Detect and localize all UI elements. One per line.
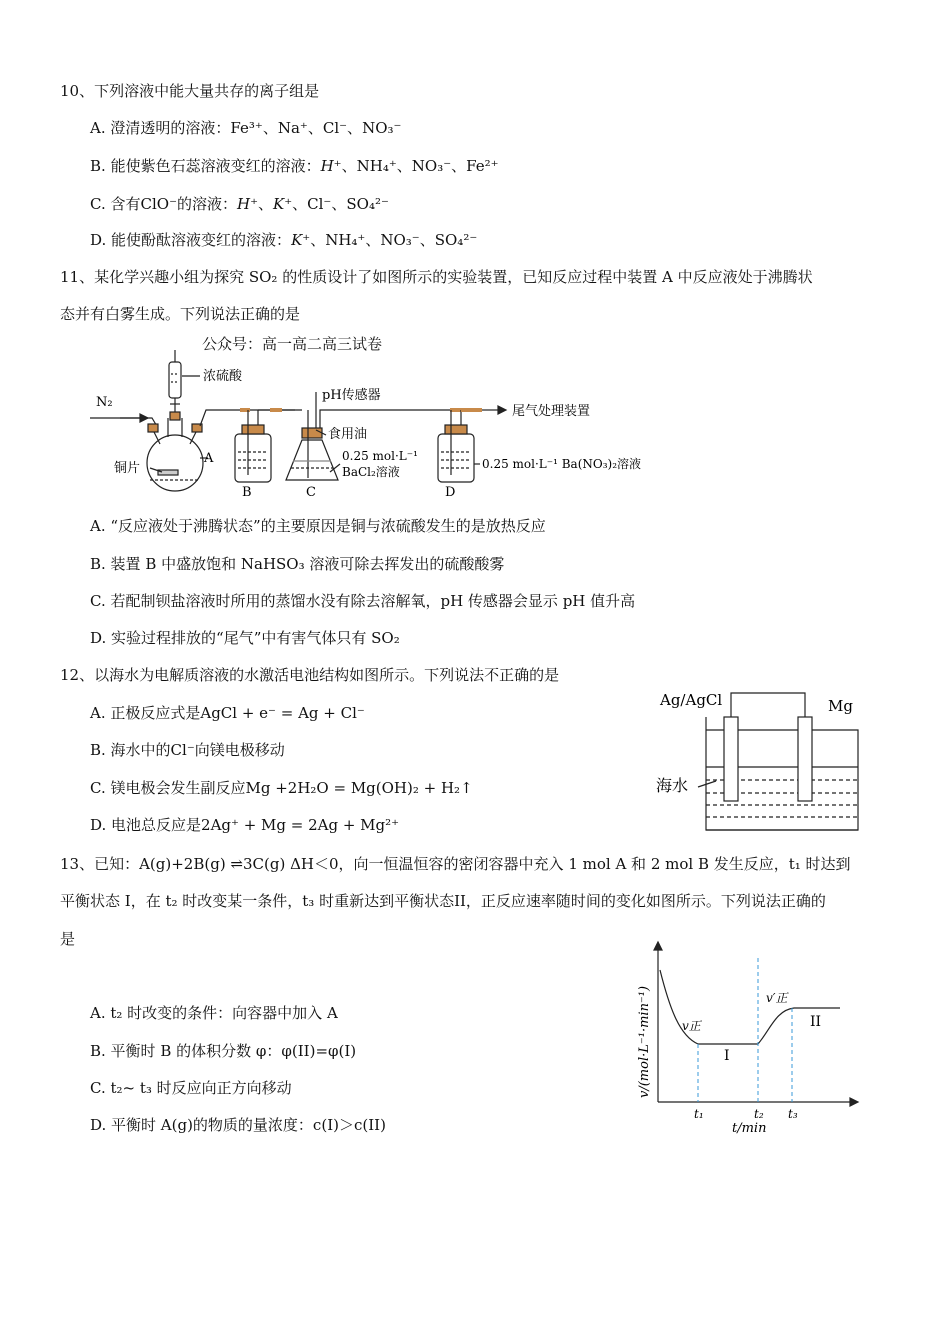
ph-sensor-label: pH传感器 xyxy=(322,388,381,403)
x-axis-label: t/min xyxy=(732,1121,767,1136)
q11-stem-line1: 11、某化学兴趣小组为探究 SO₂ 的性质设计了如图所示的实验装置，已知反应过程中装置 A 中反应液处于沸腾状 xyxy=(60,268,813,286)
q10-option-d: D. 能使酚酞溶液变红的溶液：K⁺、NH₄⁺、NO₃⁻、SO₄²⁻ xyxy=(90,231,478,249)
v-forward-label: v正 xyxy=(682,1019,701,1033)
q13-option-a: A. t₂ 时改变的条件：向容器中加入 A xyxy=(90,1004,338,1022)
tail-gas-label: 尾气处理装置 xyxy=(512,404,591,419)
seawater-label: 海水 xyxy=(656,776,689,795)
mg-label: Mg xyxy=(828,697,853,715)
oil-label: 食用油 xyxy=(328,427,368,442)
bacl2-label: BaCl₂溶液 xyxy=(342,465,400,479)
q11-option-c: C. 若配制钡盐溶液时所用的蒸馏水没有除去溶解氧，pH 传感器会显示 pH 值升高 xyxy=(90,592,636,610)
v-forward-prime-label: v′正 xyxy=(766,991,788,1005)
y-axis-label: v/(mol·L⁻¹·min⁻¹) xyxy=(637,985,652,1098)
q12-option-d: D. 电池总反应是2Ag⁺ + Mg = 2Ag + Mg²⁺ xyxy=(90,816,400,834)
watermark-text: 公众号：高一高二高三试卷 xyxy=(202,335,383,353)
q12-stem: 12、以海水为电解质溶液的水激活电池结构如图所示。下列说法不正确的是 xyxy=(60,666,560,684)
flask-c-label: C xyxy=(306,485,316,500)
q11-option-b: B. 装置 B 中盛放饱和 NaHSO₃ 溶液可除去挥发出的硫酸酸雾 xyxy=(90,555,505,573)
q11-stem-line2: 态并有白雾生成。下列说法正确的是 xyxy=(60,305,301,323)
q13-option-b: B. 平衡时 B 的体积分数 φ：φ(II)=φ(I) xyxy=(90,1042,357,1060)
q10-option-b: B. 能使紫色石蕊溶液变红的溶液：H⁺、NH₄⁺、NO₃⁻、Fe²⁺ xyxy=(90,157,499,175)
q13-option-c: C. t₂~ t₃ 时反应向正方向移动 xyxy=(90,1079,292,1097)
q13-option-d: D. 平衡时 A(g)的物质的量浓度：c(I)＞c(II) xyxy=(90,1116,386,1134)
state-2-label: II xyxy=(810,1014,822,1030)
t3-label: t₃ xyxy=(788,1107,798,1121)
q12-option-c: C. 镁电极会发生副反应Mg +2H₂O = Mg(OH)₂ + H₂↑ xyxy=(90,779,473,797)
bottle-b-label: B xyxy=(242,485,252,500)
acid-label: 浓硫酸 xyxy=(203,369,243,384)
copper-label: 铜片 xyxy=(114,461,141,476)
t2-label: t₂ xyxy=(754,1107,764,1121)
q11-apparatus-figure xyxy=(90,340,670,505)
q11-option-a: A. “反应液处于沸腾状态”的主要原因是铜与浓硫酸发生的是放热反应 xyxy=(90,517,546,535)
bano3-label: 0.25 mol·L⁻¹ Ba(NO₃)₂溶液 xyxy=(482,457,642,471)
q12-option-b: B. 海水中的Cl⁻向镁电极移动 xyxy=(90,741,285,759)
bottle-d-label: D xyxy=(445,485,456,500)
q10-stem: 10、下列溶液中能大量共存的离子组是 xyxy=(60,82,320,100)
bacl2-conc-label: 0.25 mol·L⁻¹ xyxy=(342,449,418,463)
q10-option-a: A. 澄清透明的溶液：Fe³⁺、Na⁺、Cl⁻、NO₃⁻ xyxy=(90,119,402,137)
flask-a-label: A xyxy=(204,451,214,466)
q10-option-c: C. 含有ClO⁻的溶液：H⁺、K⁺、Cl⁻、SO₄²⁻ xyxy=(90,195,389,213)
state-1-label: I xyxy=(724,1048,730,1064)
q13-stem-line3: 是 xyxy=(60,930,76,948)
t1-label: t₁ xyxy=(694,1107,704,1121)
q12-battery-figure xyxy=(650,685,870,835)
q13-stem-line2: 平衡状态 I，在 t₂ 时改变某一条件，t₃ 时重新达到平衡状态II，正反应速率随时间的变化如图所示。下列说法正确的 xyxy=(60,892,826,910)
n2-label: N₂ xyxy=(96,395,113,410)
q13-stem-line1: 13、已知：A(g)+2B(g) ⇌3C(g) ΔH＜0，向一恒温恒容的密闭容器中充入 1 mol A 和 2 mol B 发生反应，t₁ 时达到 xyxy=(60,855,851,873)
q13-rate-chart xyxy=(630,940,870,1140)
ag-agcl-label: Ag/AgCl xyxy=(660,691,723,709)
q12-option-a: A. 正极反应式是AgCl + e⁻ = Ag + Cl⁻ xyxy=(90,704,365,722)
q11-option-d: D. 实验过程排放的“尾气”中有害气体只有 SO₂ xyxy=(90,629,400,647)
